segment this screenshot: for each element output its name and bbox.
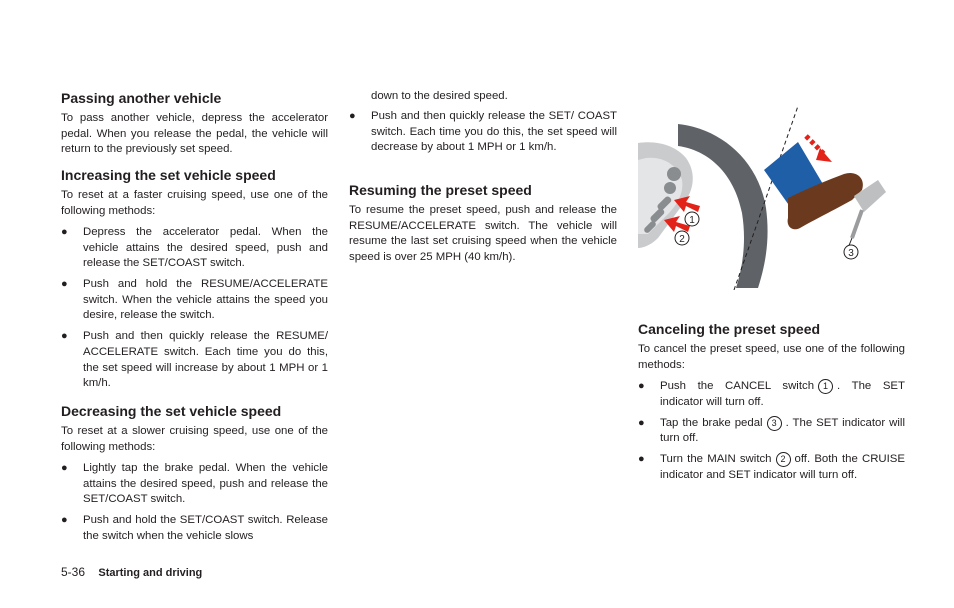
continued-text: down to the desired speed. [371,90,508,102]
decreasing-list-continued [349,109,617,161]
list-item: ● Tap the brake pedal 3 . The SET indicator will turn off. [638,416,905,445]
switch-button [664,182,676,194]
heading-resuming: Resuming the preset speed [349,182,532,198]
heading-increasing: Increasing the set vehicle speed [61,167,276,183]
list-item: ● Lightly tap the brake pedal. When the vehicle attains the desired speed, push and release the SET/COAST switch. [61,462,328,506]
bullet-icon: ● [61,462,68,474]
bullet-icon: ● [638,416,645,429]
bullet-icon: ● [638,453,645,466]
bullet-icon: ● [638,380,645,392]
svg-text:3: 3 [848,248,854,259]
callout-3-icon: 3 [767,416,782,431]
increasing-list [61,225,328,397]
list-item: ● Push and then quickly release the SET/ COAST switch. Each time you do this, the set speed will decrease by about 1 MPH or 1 km/h. [349,110,617,154]
page-number: 5-36 [61,565,86,579]
brake-pedal-arm [852,210,862,238]
bullet-icon: ● [61,330,68,343]
page-footer [61,565,202,579]
bullet-icon: ● [61,514,68,527]
steering-and-pedal-figure [638,88,905,290]
bullet-icon: ● [61,278,68,291]
list-item: ● Push the CANCEL switch 1 . The SET indicator will turn off. [638,380,905,408]
decreasing-paragraph: To reset at a slower cruising speed, use one of the following methods: [61,425,328,453]
bullet-icon: ● [349,110,356,122]
callout-2-icon: 2 [776,452,791,467]
passing-paragraph: To pass another vehicle, depress the accelerator pedal. When you release the pedal, the vehicle will return to the previously set speed. [61,112,328,156]
heading-canceling: Canceling the preset speed [638,321,821,337]
canceling-paragraph: To cancel the preset speed, use one of the following methods: [638,343,905,371]
svg-text:1: 1 [689,215,695,226]
callout-1-icon: 1 [818,379,833,394]
increasing-paragraph: To reset at a faster cruising speed, use one of the following methods: [61,189,328,217]
decreasing-list [61,461,328,550]
heading-decreasing: Decreasing the set vehicle speed [61,403,282,419]
heading-passing: Passing another vehicle [61,90,222,106]
list-item: ● Push and then quickly release the RESUME/ ACCELERATE switch. Each time you do this, the set speed will increase by about 1 MPH or 1 km/h. [61,330,328,390]
arrow-icon [816,148,832,162]
canceling-list [638,379,905,489]
list-item: ● Turn the MAIN switch 2 off. Both the CRUISE indicator and SET indicator will turn off. [638,453,905,481]
bullet-icon: ● [61,226,68,238]
resuming-paragraph: To resume the preset speed, push and release the RESUME/ACCELERATE switch. The vehicle will resume the last set cruising speed when the vehicle speed is over 25 MPH (40 km/h). [349,204,617,263]
list-item: ● Depress the accelerator pedal. When the vehicle attains the desired speed, push and release the SET/COAST switch. [61,226,328,270]
list-item: ● Push and hold the SET/COAST switch. Release the switch when the vehicle slows [61,514,328,542]
svg-text:2: 2 [679,234,685,245]
list-item: ● Push and hold the RESUME/ACCELERATE switch. When the vehicle attains the speed you desire, release the switch. [61,278,328,322]
cruise-control-illustration [638,88,905,290]
section-title: Starting and driving [98,567,203,579]
main-switch [667,167,681,181]
